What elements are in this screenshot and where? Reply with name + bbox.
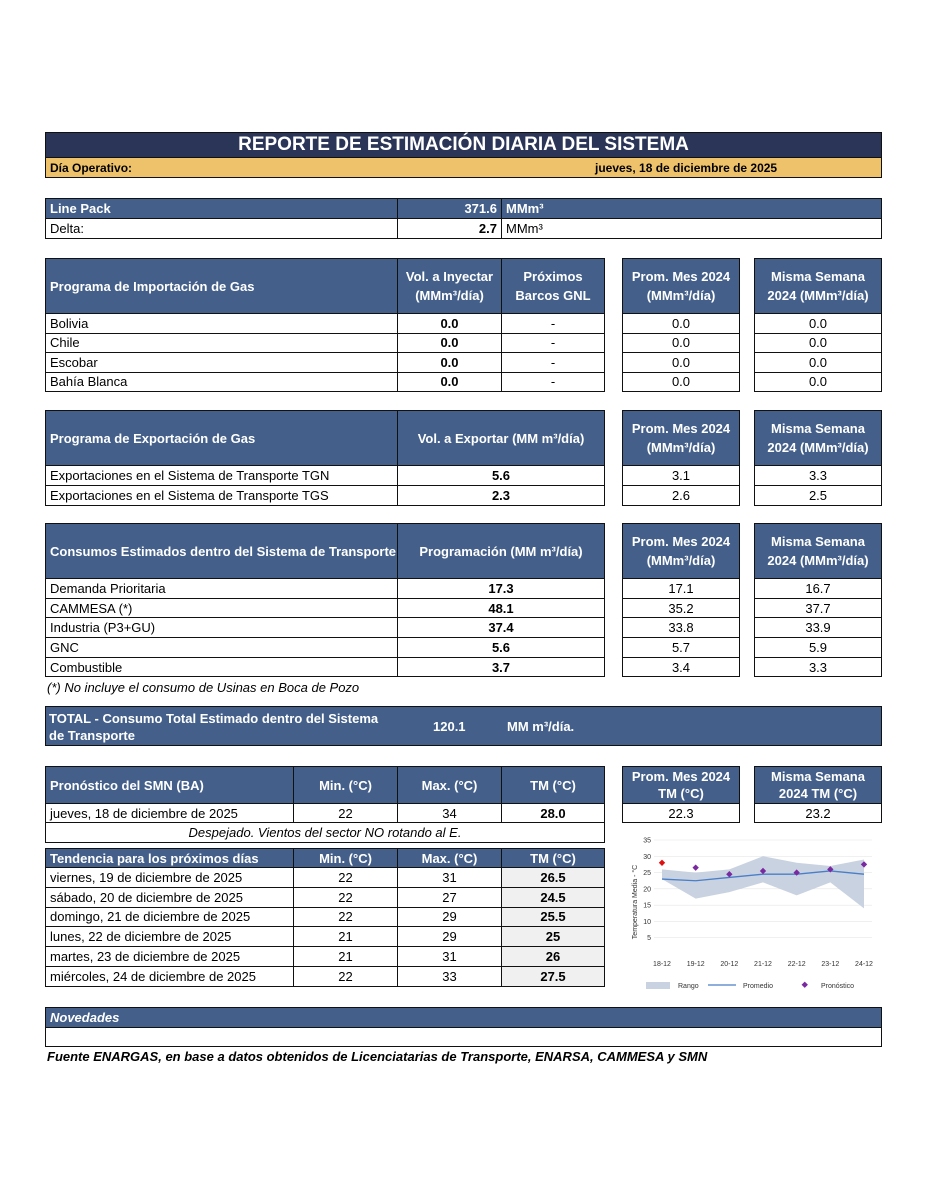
chart-range-band <box>662 856 864 908</box>
tendencia-row-date: lunes, 22 de diciembre de 2025 <box>45 926 294 947</box>
import-header: Programa de Importación de Gas <box>45 258 398 314</box>
import-row-vol: 0.0 <box>397 313 502 334</box>
consumos-row-prom: 35.2 <box>622 598 740 619</box>
import-row-misma: 0.0 <box>754 352 882 373</box>
pronostico-today-date: jueves, 18 de diciembre de 2025 <box>45 803 294 823</box>
export-col-prom: Prom. Mes 2024 (MMm³/día) <box>622 410 740 466</box>
tendencia-row-tm: 26.5 <box>501 867 605 888</box>
delta-unit: MMm³ <box>501 218 882 239</box>
chart-forecast-point <box>692 865 698 871</box>
tendencia-row-min: 22 <box>293 887 398 908</box>
report-title-text: REPORTE DE ESTIMACIÓN DIARIA DEL SISTEMA <box>238 134 689 155</box>
chart-xtick-label: 22-12 <box>787 961 806 968</box>
tendencia-row-max: 29 <box>397 907 502 928</box>
pronostico-today-prom: 22.3 <box>622 803 740 823</box>
consumos-row-misma: 3.3 <box>754 657 882 678</box>
consumos-row-name: GNC <box>45 637 398 658</box>
total-unit: MM m³/día. <box>507 719 575 734</box>
fuente-note: Fuente ENARGAS, en base a datos obtenidos de Licenciatarias de Transporte, ENARSA, CAMMESA y SMN <box>47 1049 708 1064</box>
legend-range-swatch <box>646 982 670 989</box>
chart-xtick-label: 23-12 <box>821 961 840 968</box>
total-bar <box>45 706 882 746</box>
pronostico-col-max: Max. (°C) <box>397 766 502 804</box>
total-label: TOTAL - Consumo Total Estimado dentro del Sistema de Transporte <box>49 711 379 743</box>
chart-y-axis-label: Temperatura Media - °C <box>632 864 639 940</box>
export-row-name: Exportaciones en el Sistema de Transporte TGN <box>45 465 398 486</box>
chart-xtick-label: 18-12 <box>653 961 671 968</box>
tendencia-col-tm: TM (°C) <box>501 848 605 868</box>
tendencia-row-min: 22 <box>293 966 398 987</box>
export-row-vol: 5.6 <box>397 465 605 486</box>
tendencia-row-tm: 26 <box>501 946 605 967</box>
export-row-prom: 3.1 <box>622 465 740 486</box>
tendencia-row-tm: 25.5 <box>501 907 605 928</box>
consumos-row-misma: 33.9 <box>754 617 882 638</box>
pronostico-col-misma: Misma Semana 2024 TM (°C) <box>754 766 882 804</box>
legend-range-label: Rango <box>678 983 699 990</box>
consumos-row-name: Industria (P3+GU) <box>45 617 398 638</box>
chart-today-point <box>659 860 665 866</box>
chart-xtick-label: 21-12 <box>754 961 772 968</box>
import-row-prom: 0.0 <box>622 333 740 354</box>
tendencia-row-date: miércoles, 24 de diciembre de 2025 <box>45 966 294 987</box>
chart-yticks <box>643 838 651 943</box>
tendencia-row-min: 21 <box>293 946 398 967</box>
pronostico-today-tm: 28.0 <box>501 803 605 823</box>
export-row-vol: 2.3 <box>397 485 605 506</box>
export-col-vol: Vol. a Exportar (MM m³/día) <box>397 410 605 466</box>
consumos-row-prom: 33.8 <box>622 617 740 638</box>
import-row-vol: 0.0 <box>397 352 502 373</box>
consumos-col-misma: Misma Semana 2024 (MMm³/día) <box>754 523 882 579</box>
chart-ytick-label: 30 <box>643 853 651 861</box>
tendencia-row-min: 22 <box>293 867 398 888</box>
consumos-row-vol: 17.3 <box>397 578 605 599</box>
tendencia-row-tm: 27.5 <box>501 966 605 987</box>
consumos-col-prom: Prom. Mes 2024 (MMm³/día) <box>622 523 740 579</box>
line-pack-value: 371.6 <box>397 198 502 219</box>
consumos-row-misma: 16.7 <box>754 578 882 599</box>
legend-avg-label: Promedio <box>743 983 773 990</box>
export-row-misma: 2.5 <box>754 485 882 506</box>
delta-value: 2.7 <box>397 218 502 239</box>
consumos-row-name: CAMMESA (*) <box>45 598 398 619</box>
chart-xticks <box>653 961 873 968</box>
consumos-header: Consumos Estimados dentro del Sistema de Transporte <box>45 523 398 579</box>
consumos-row-vol: 3.7 <box>397 657 605 678</box>
pronostico-today-misma: 23.2 <box>754 803 882 823</box>
tendencia-row-max: 31 <box>397 946 502 967</box>
chart-ytick-label: 5 <box>647 935 651 943</box>
legend-forecast-label: Pronóstico <box>821 983 855 990</box>
tendencia-row-date: viernes, 19 de diciembre de 2025 <box>45 867 294 888</box>
import-row-name: Bahía Blanca <box>45 372 398 393</box>
consumos-row-vol: 48.1 <box>397 598 605 619</box>
tendencia-row-max: 33 <box>397 966 502 987</box>
tendencia-row-max: 31 <box>397 867 502 888</box>
chart-xtick-label: 20-12 <box>720 961 739 968</box>
import-row-barcos: - <box>501 352 605 373</box>
tendencia-row-date: sábado, 20 de diciembre de 2025 <box>45 887 294 908</box>
legend-forecast-swatch <box>802 982 808 988</box>
chart-legend <box>646 982 854 990</box>
consumos-col-vol: Programación (MM m³/día) <box>397 523 605 579</box>
import-row-misma: 0.0 <box>754 372 882 393</box>
import-col-prom: Prom. Mes 2024 (MMm³/día) <box>622 258 740 314</box>
export-row-name: Exportaciones en el Sistema de Transporte TGS <box>45 485 398 506</box>
import-row-misma: 0.0 <box>754 333 882 354</box>
tendencia-row-min: 21 <box>293 926 398 947</box>
consumos-row-prom: 3.4 <box>622 657 740 678</box>
line-pack-label: Line Pack <box>45 198 398 219</box>
report-title <box>45 132 882 158</box>
chart-xtick-label: 24-12 <box>855 961 873 968</box>
import-col-vol: Vol. a Inyectar (MMm³/día) <box>397 258 502 314</box>
consumos-row-name: Combustible <box>45 657 398 678</box>
chart-ytick-label: 10 <box>643 918 651 926</box>
novedades-header: Novedades <box>45 1007 882 1028</box>
import-row-prom: 0.0 <box>622 372 740 393</box>
consumos-row-misma: 37.7 <box>754 598 882 619</box>
import-row-name: Escobar <box>45 352 398 373</box>
consumos-note: (*) No incluye el consumo de Usinas en Boca de Pozo <box>47 680 360 695</box>
dia-operativo-label: Día Operativo: <box>50 160 133 175</box>
consumos-row-name: Demanda Prioritaria <box>45 578 398 599</box>
import-col-barcos: Próximos Barcos GNL <box>501 258 605 314</box>
pronostico-col-tm: TM (°C) <box>501 766 605 804</box>
total-value: 120.1 <box>433 719 466 734</box>
tendencia-row-max: 29 <box>397 926 502 947</box>
pronostico-col-min: Min. (°C) <box>293 766 398 804</box>
tendencia-row-date: martes, 23 de diciembre de 2025 <box>45 946 294 967</box>
import-row-misma: 0.0 <box>754 313 882 334</box>
import-row-barcos: - <box>501 313 605 334</box>
tendencia-row-max: 27 <box>397 887 502 908</box>
consumos-row-prom: 5.7 <box>622 637 740 658</box>
tendencia-row-tm: 24.5 <box>501 887 605 908</box>
chart-ytick-label: 25 <box>643 870 651 878</box>
consumos-row-prom: 17.1 <box>622 578 740 599</box>
tendencia-row-tm: 25 <box>501 926 605 947</box>
tendencia-col-min: Min. (°C) <box>293 848 398 868</box>
novedades-body <box>45 1027 882 1047</box>
import-row-vol: 0.0 <box>397 333 502 354</box>
chart-ytick-label: 15 <box>643 902 651 910</box>
tendencia-header: Tendencia para los próximos días <box>45 848 294 868</box>
pronostico-header: Pronóstico del SMN (BA) <box>45 766 294 804</box>
consumos-row-misma: 5.9 <box>754 637 882 658</box>
dia-operativo-value: jueves, 18 de diciembre de 2025 <box>595 160 778 175</box>
import-col-misma: Misma Semana 2024 (MMm³/día) <box>754 258 882 314</box>
pronostico-desc: Despejado. Vientos del sector NO rotando al E. <box>45 822 605 843</box>
export-row-prom: 2.6 <box>622 485 740 506</box>
import-row-vol: 0.0 <box>397 372 502 393</box>
export-col-misma: Misma Semana 2024 (MMm³/día) <box>754 410 882 466</box>
tendencia-row-date: domingo, 21 de diciembre de 2025 <box>45 907 294 928</box>
tendencia-row-min: 22 <box>293 907 398 928</box>
import-row-barcos: - <box>501 372 605 393</box>
import-row-prom: 0.0 <box>622 313 740 334</box>
chart-ytick-label: 35 <box>643 837 651 845</box>
line-pack-unit: MMm³ <box>501 198 882 219</box>
temperature-chart <box>622 826 882 998</box>
import-row-name: Chile <box>45 333 398 354</box>
tendencia-col-max: Max. (°C) <box>397 848 502 868</box>
delta-label: Delta: <box>45 218 398 239</box>
export-row-misma: 3.3 <box>754 465 882 486</box>
chart-ytick-label: 20 <box>643 886 651 894</box>
consumos-row-vol: 37.4 <box>397 617 605 638</box>
pronostico-today-min: 22 <box>293 803 398 823</box>
export-header: Programa de Exportación de Gas <box>45 410 398 466</box>
consumos-row-vol: 5.6 <box>397 637 605 658</box>
dia-operativo-bar <box>45 158 882 178</box>
import-row-name: Bolivia <box>45 313 398 334</box>
pronostico-today-max: 34 <box>397 803 502 823</box>
import-row-barcos: - <box>501 333 605 354</box>
pronostico-col-prom: Prom. Mes 2024 TM (°C) <box>622 766 740 804</box>
import-row-prom: 0.0 <box>622 352 740 373</box>
chart-xtick-label: 19-12 <box>686 961 705 968</box>
